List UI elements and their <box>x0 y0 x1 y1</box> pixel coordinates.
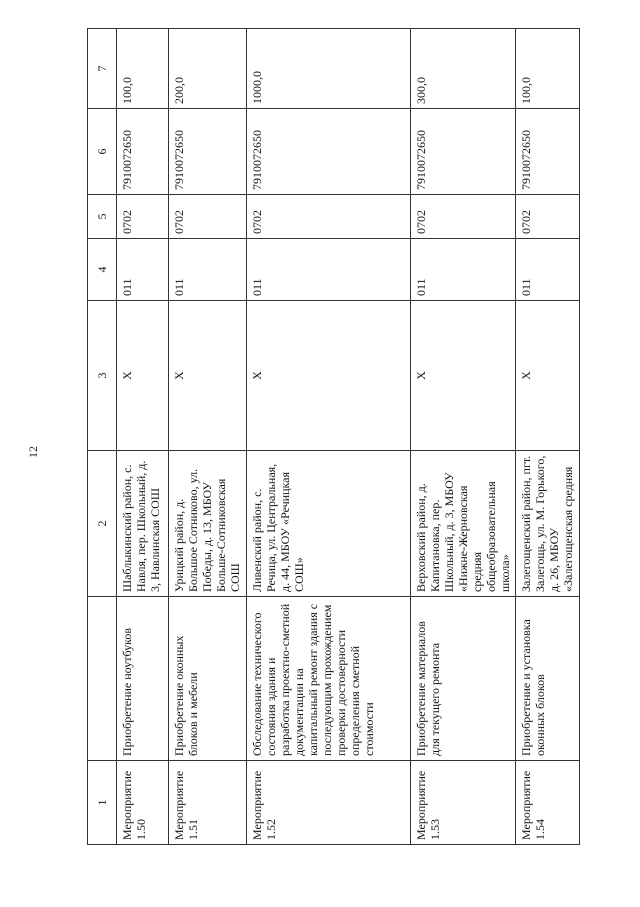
row-address: Верховский район, д. Капитановка, пер. Школьный, д. 3, МБОУ «Нижне-Жерновская средняя общеобразовательная школа» <box>411 451 516 597</box>
row-x: X <box>516 301 580 451</box>
table-row <box>117 29 169 845</box>
col-header-1-title <box>88 597 117 761</box>
row-title: Обследование технического состояния здания и разработка проектно-сметной документации на капитальный ремонт здания с последующим прохождением проверки достоверности определения сметной стоимости <box>247 597 411 761</box>
row-title: Приобретение и установка оконных блоков <box>516 597 580 761</box>
rotated-table-container <box>87 29 573 845</box>
row-number: Мероприятие 1.52 <box>247 761 411 845</box>
row-title: Приобретение оконных блоков и мебели <box>169 597 247 761</box>
row-c4: 011 <box>247 239 411 301</box>
row-x: X <box>247 301 411 451</box>
row-x: X <box>117 301 169 451</box>
row-x: X <box>169 301 247 451</box>
table-row <box>247 29 411 845</box>
row-c6: 7910072650 <box>247 109 411 195</box>
row-c6: 7910072650 <box>169 109 247 195</box>
row-c6: 7910072650 <box>117 109 169 195</box>
col-header-3: 3 <box>88 301 117 451</box>
row-address: Ливенский район, с. Речица, ул. Центральная, д. 44, МБОУ «Речицкая СОШ» <box>247 451 411 597</box>
row-c7: 200,0 <box>169 29 247 109</box>
row-c7: 100,0 <box>117 29 169 109</box>
row-c5: 0702 <box>169 195 247 239</box>
col-header-4: 4 <box>88 239 117 301</box>
col-header-2: 2 <box>88 451 117 597</box>
table-row <box>411 29 516 845</box>
col-header-7: 7 <box>88 29 117 109</box>
row-number: Мероприятие 1.50 <box>117 761 169 845</box>
row-number: Мероприятие 1.51 <box>169 761 247 845</box>
budget-table <box>87 28 580 845</box>
row-c5: 0702 <box>117 195 169 239</box>
row-c4: 011 <box>169 239 247 301</box>
row-c5: 0702 <box>411 195 516 239</box>
row-c6: 7910072650 <box>516 109 580 195</box>
row-c7: 300,0 <box>411 29 516 109</box>
row-c6: 7910072650 <box>411 109 516 195</box>
page-number: 12 <box>26 446 40 458</box>
table-row <box>169 29 247 845</box>
row-c4: 011 <box>516 239 580 301</box>
table-row <box>516 29 580 845</box>
row-number: Мероприятие 1.54 <box>516 761 580 845</box>
row-c4: 011 <box>411 239 516 301</box>
row-c4: 011 <box>117 239 169 301</box>
header-row <box>88 29 117 845</box>
row-x: X <box>411 301 516 451</box>
row-c7: 1000,0 <box>247 29 411 109</box>
row-title: Приобретение ноутбуков <box>117 597 169 761</box>
col-header-6: 6 <box>88 109 117 195</box>
row-c5: 0702 <box>516 195 580 239</box>
row-address: Шаблыкинский район, с. Навля, пер. Школьный, д. 3, Навлинская СОШ <box>117 451 169 597</box>
col-header-5: 5 <box>88 195 117 239</box>
col-header-1: 1 <box>88 761 117 845</box>
row-number: Мероприятие 1.53 <box>411 761 516 845</box>
row-c5: 0702 <box>247 195 411 239</box>
row-title: Приобретение материалов для текущего ремонта <box>411 597 516 761</box>
row-address: Залегощенский район, пгт. Залегощь, ул. М. Горького, д. 26, МБОУ «Залегощенская средняя <box>516 451 580 597</box>
row-c7: 100,0 <box>516 29 580 109</box>
row-address: Урицкий район, д. Большое Сотниково, ул. Победы, д. 13, МБОУ Больше-Сотниковская СОШ <box>169 451 247 597</box>
